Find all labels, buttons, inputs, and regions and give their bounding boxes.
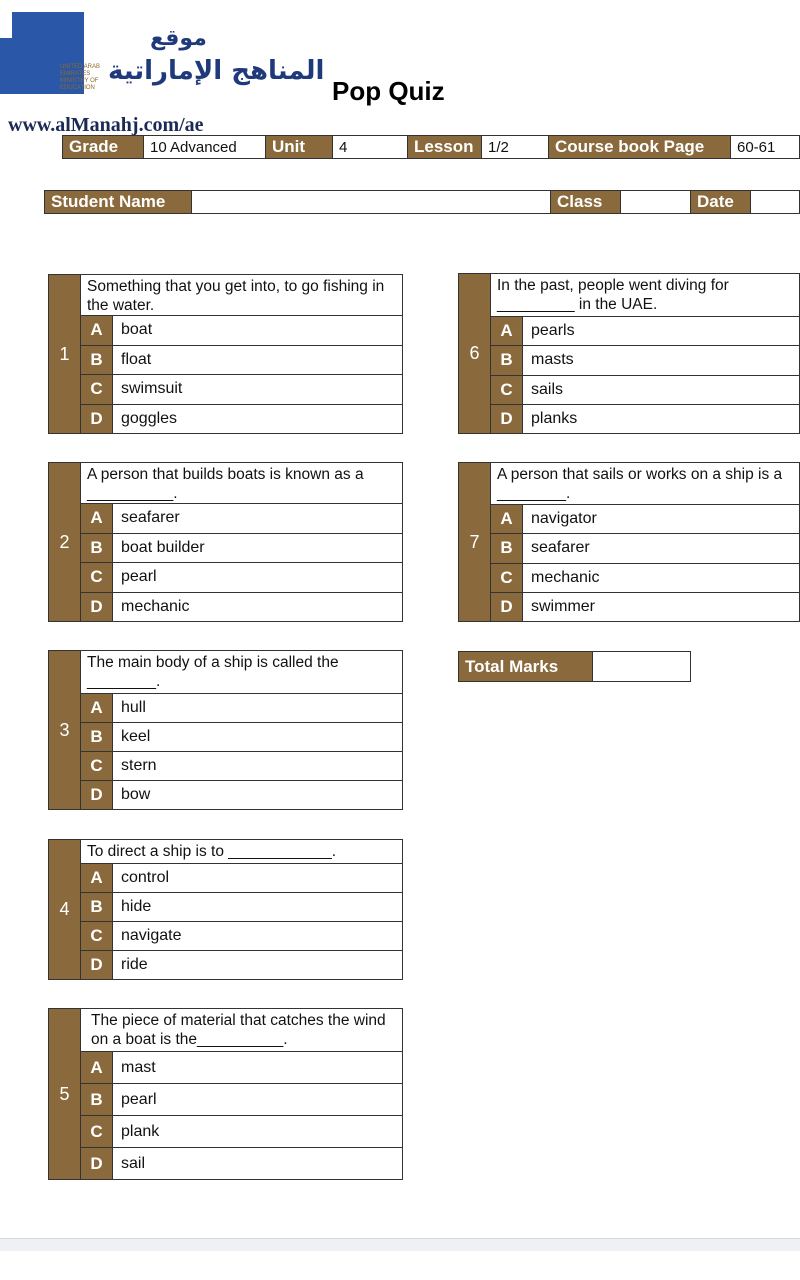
- grade-value: 10 Advanced: [144, 136, 266, 158]
- option-a[interactable]: [81, 316, 402, 346]
- option-d[interactable]: [81, 405, 402, 434]
- option-text: swimsuit: [121, 380, 183, 398]
- option-a[interactable]: [491, 317, 799, 346]
- question-number: 4: [49, 840, 81, 979]
- option-text: planks: [531, 409, 578, 427]
- option-letter: C: [491, 564, 523, 592]
- class-label: Class: [551, 191, 621, 213]
- question-number: 5: [49, 1009, 81, 1179]
- option-letter: C: [81, 922, 113, 950]
- page-value: 60-61: [737, 138, 776, 156]
- option-b[interactable]: [81, 1084, 402, 1116]
- option-text: mast: [121, 1058, 156, 1076]
- question-number: 7: [459, 463, 491, 621]
- option-text: mechanic: [531, 568, 600, 586]
- site-url[interactable]: www.alManahj.com/ae: [8, 114, 204, 136]
- option-b[interactable]: [491, 534, 799, 563]
- option-c[interactable]: [81, 1116, 402, 1148]
- option-text: plank: [121, 1122, 160, 1140]
- question-card-6: [458, 273, 800, 434]
- option-text: hide: [121, 898, 152, 915]
- student-name-label: Student Name: [45, 191, 192, 213]
- option-c[interactable]: [491, 564, 799, 593]
- option-letter: C: [81, 1116, 113, 1147]
- option-letter: C: [491, 376, 523, 404]
- option-text: seafarer: [121, 509, 180, 527]
- option-letter: D: [81, 951, 113, 979]
- option-text: hull: [121, 699, 146, 716]
- question-text: A person that sails or works on a ship is a ________.: [491, 463, 799, 505]
- option-text: navigator: [531, 510, 597, 528]
- unit-label: Unit: [266, 136, 333, 158]
- question-card-2: [48, 462, 403, 622]
- option-d[interactable]: [491, 405, 799, 433]
- question-text: The main body of a ship is called the ________.: [81, 651, 402, 694]
- option-letter: A: [81, 504, 113, 533]
- lesson-value: 1/2: [482, 136, 549, 158]
- option-letter: D: [81, 405, 113, 434]
- option-letter: B: [491, 346, 523, 374]
- question-card-3: [48, 650, 403, 810]
- question-number: 6: [459, 274, 491, 433]
- student-bar: [44, 190, 800, 214]
- option-text: seafarer: [531, 539, 590, 557]
- question-text: A person that builds boats is known as a __________.: [81, 463, 402, 504]
- option-letter: A: [491, 317, 523, 345]
- option-letter: C: [81, 563, 113, 592]
- option-letter: D: [491, 405, 523, 433]
- option-letter: A: [81, 1052, 113, 1083]
- grade-label: Grade: [63, 136, 144, 158]
- page-bottom-edge: [0, 1238, 800, 1251]
- option-d[interactable]: [81, 1148, 402, 1179]
- total-marks-label: Total Marks: [459, 652, 593, 681]
- option-c[interactable]: [81, 375, 402, 405]
- option-text: sails: [531, 380, 564, 398]
- option-text: masts: [531, 351, 574, 369]
- option-letter: B: [81, 1084, 113, 1115]
- class-field[interactable]: [621, 191, 691, 213]
- total-marks-box: [458, 651, 691, 682]
- option-letter: C: [81, 752, 113, 780]
- page-title: Pop Quiz: [332, 76, 445, 106]
- option-letter: B: [81, 723, 113, 751]
- option-letter: A: [81, 694, 113, 722]
- question-card-5: [48, 1008, 403, 1180]
- option-c[interactable]: [81, 563, 402, 593]
- question-number: 2: [49, 463, 81, 621]
- option-text: float: [121, 350, 152, 368]
- option-letter: B: [81, 893, 113, 921]
- option-letter: D: [81, 1148, 113, 1179]
- lesson-label: Lesson: [408, 136, 482, 158]
- option-text: pearl: [121, 1090, 157, 1108]
- option-b[interactable]: [491, 346, 799, 375]
- question-number: 3: [49, 651, 81, 809]
- option-letter: B: [81, 534, 113, 563]
- total-marks-field[interactable]: [593, 652, 690, 681]
- option-text: keel: [121, 728, 151, 745]
- unit-value: 4: [333, 136, 408, 158]
- option-b[interactable]: [81, 723, 402, 752]
- option-text: boat: [121, 321, 153, 339]
- option-text: ride: [121, 956, 148, 973]
- option-text: swimmer: [531, 597, 595, 615]
- option-letter: D: [81, 593, 113, 622]
- option-c[interactable]: [81, 752, 402, 781]
- logo-block-left: [0, 38, 25, 94]
- page-label: Course book Page: [549, 136, 731, 158]
- option-text: navigate: [121, 927, 182, 944]
- question-text: To direct a ship is to ____________.: [81, 840, 402, 864]
- option-d[interactable]: [81, 781, 402, 809]
- logo-text-top: موقع: [150, 26, 207, 51]
- logo-text-main: المناهج الإماراتية: [108, 56, 325, 86]
- option-text: pearls: [531, 322, 575, 340]
- option-b[interactable]: [81, 346, 402, 376]
- question-number: 1: [49, 275, 81, 433]
- student-name-field[interactable]: [192, 191, 551, 213]
- option-a[interactable]: [491, 505, 799, 534]
- option-letter: D: [81, 781, 113, 809]
- question-text: The piece of material that catches the wind on a boat is the__________.: [81, 1009, 402, 1052]
- option-letter: D: [491, 593, 523, 621]
- option-a[interactable]: [81, 694, 402, 723]
- option-text: control: [121, 869, 170, 886]
- date-field[interactable]: [751, 191, 799, 213]
- option-letter: A: [491, 505, 523, 533]
- option-letter: B: [491, 534, 523, 562]
- question-text: Something that you get into, to go fishing in the water.: [81, 275, 402, 316]
- option-a[interactable]: [81, 864, 402, 893]
- option-b[interactable]: [81, 534, 402, 564]
- question-card-1: [48, 274, 403, 434]
- option-a[interactable]: [81, 1052, 402, 1084]
- date-label: Date: [691, 191, 751, 213]
- option-a[interactable]: [81, 504, 402, 534]
- option-text: goggles: [121, 409, 178, 427]
- option-letter: A: [81, 864, 113, 892]
- info-bar: [62, 135, 800, 159]
- option-c[interactable]: [81, 922, 402, 951]
- question-card-4: [48, 839, 403, 980]
- question-card-7: [458, 462, 800, 622]
- logo-ministry-text: UNITED ARAB EMIRATES MINISTRY OF EDUCATION: [60, 64, 101, 91]
- option-c[interactable]: [491, 376, 799, 405]
- option-d[interactable]: [81, 593, 402, 622]
- option-text: stern: [121, 757, 157, 774]
- option-b[interactable]: [81, 893, 402, 922]
- option-text: mechanic: [121, 597, 190, 615]
- question-text: In the past, people went diving for _________ in the UAE.: [491, 274, 799, 317]
- option-letter: A: [81, 316, 113, 345]
- option-text: bow: [121, 786, 151, 803]
- option-text: sail: [121, 1154, 146, 1172]
- option-d[interactable]: [81, 951, 402, 979]
- option-letter: B: [81, 346, 113, 375]
- option-text: boat builder: [121, 538, 205, 556]
- option-letter: C: [81, 375, 113, 404]
- option-text: pearl: [121, 568, 157, 586]
- option-d[interactable]: [491, 593, 799, 621]
